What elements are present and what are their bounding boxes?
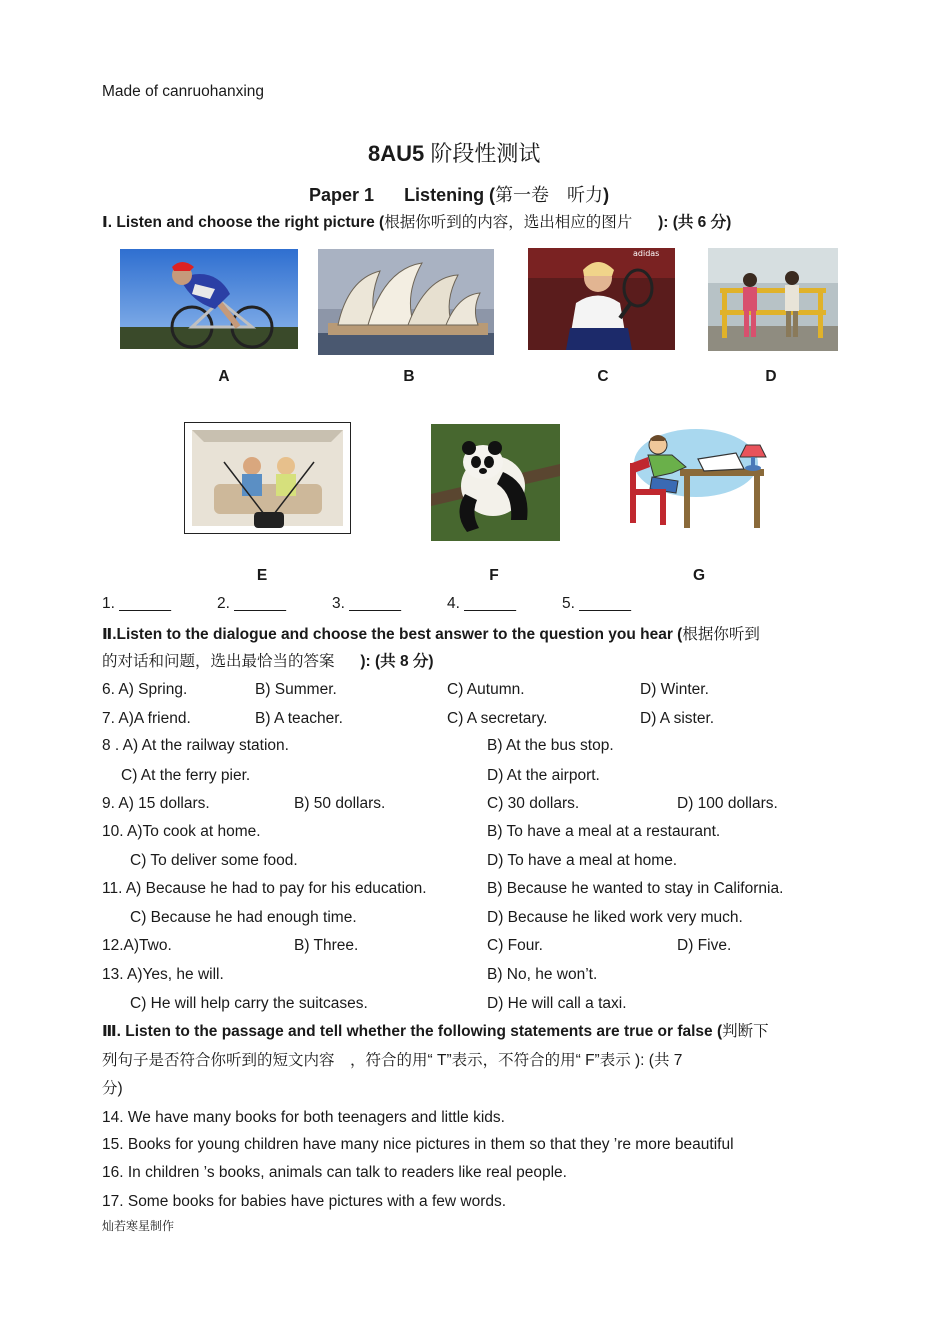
paper-name-zh: 第一卷 听力 xyxy=(495,185,604,205)
section2-heading-zh2: 的对话和问题，选出最恰当的答案 xyxy=(102,653,335,670)
q12-option-c: C) Four. xyxy=(487,937,543,954)
picture-label-c: C xyxy=(597,368,609,385)
picture-label-f: F xyxy=(489,567,499,584)
q8-option-a: 8 . A) At the railway station. xyxy=(102,737,289,754)
picture-a-cyclist xyxy=(120,249,298,349)
q9-option-d: D) 100 dollars. xyxy=(677,795,778,812)
q8-option-b: B) At the bus stop. xyxy=(487,737,614,754)
sydney-opera-house-photo xyxy=(318,249,494,355)
statement-14: 14. We have many books for both teenagers and little kids. xyxy=(102,1109,505,1126)
picture-label-b: B xyxy=(403,368,415,385)
section2-heading-zh: 根据你听到 xyxy=(682,626,760,643)
panda-photo xyxy=(431,424,560,541)
answer-blank-3[interactable]: 3. ______ xyxy=(332,595,401,612)
kids-in-playground-photo xyxy=(708,248,838,351)
q7-option-d: D) A sister. xyxy=(640,710,715,727)
section1-heading-en: Ⅰ. Listen and choose the right picture ( xyxy=(102,214,385,231)
picture-c-tennis-player xyxy=(528,248,675,350)
q10-option-c: C) To deliver some food. xyxy=(130,852,298,869)
made-of-note: Made of canruohanxing xyxy=(102,83,265,100)
q10-option-a: 10. A)To cook at home. xyxy=(102,823,261,840)
paper-close: ) xyxy=(603,185,610,205)
picture-label-a: A xyxy=(218,368,230,385)
q10-option-b: B) To have a meal at a restaurant. xyxy=(487,823,721,840)
statement-15: 15. Books for young children have many nice pictures in them so that they ’re more beautiful xyxy=(102,1136,734,1153)
picture-label-g: G xyxy=(692,567,706,584)
paper-part: Paper 1 xyxy=(309,185,375,205)
title-code: 8AU5 xyxy=(368,141,425,166)
picture-label-d: D xyxy=(765,368,777,385)
page-title xyxy=(368,137,540,168)
q12-option-a: 12.A)Two. xyxy=(102,937,172,954)
picture-g-boy-studying xyxy=(626,423,776,533)
picture-label-e: E xyxy=(256,567,268,584)
section2-heading-tail: ): (共 8 分) xyxy=(360,653,434,670)
picture-e-watching-tv xyxy=(184,422,351,534)
q12-option-b: B) Three. xyxy=(294,937,359,954)
q9-option-a: 9. A) 15 dollars. xyxy=(102,795,210,812)
section3-heading-line2: 列句子是否符合你听到的短文内容 ，符合的用“ T”表示，不符合的用“ F”表示 ): (共 7 xyxy=(102,1052,683,1069)
q11-option-a: 11. A) Because he had to pay for his education. xyxy=(102,880,427,897)
q6-option-c: C) Autumn. xyxy=(447,681,525,698)
title-zh: 阶段性测试 xyxy=(430,141,541,166)
q7-option-c: C) A secretary. xyxy=(447,710,548,727)
answer-blank-2[interactable]: 2. ______ xyxy=(217,595,286,612)
q7-option-a: 7. A)A friend. xyxy=(102,710,191,727)
people-watching-tv-photo xyxy=(184,422,351,534)
section3-heading-line1 xyxy=(102,1019,769,1041)
boy-studying-at-desk-clipart xyxy=(626,423,776,533)
svg-text:adidas: adidas xyxy=(633,249,660,258)
cyclist-photo xyxy=(120,249,298,349)
section2-heading-line2 xyxy=(102,649,434,671)
picture-b-opera-house xyxy=(318,249,494,355)
q8-option-d: D) At the airport. xyxy=(487,767,600,784)
answer-blank-1[interactable]: 1. ______ xyxy=(102,595,171,612)
q8-option-c: C) At the ferry pier. xyxy=(121,767,251,784)
q6-option-d: D) Winter. xyxy=(640,681,709,698)
paper-name: Listening ( xyxy=(404,185,496,205)
q10-option-d: D) To have a meal at home. xyxy=(487,852,678,869)
statement-16: 16. In children ’s books, animals can talk to readers like real people. xyxy=(102,1164,567,1181)
picture-d-kids-playground xyxy=(708,248,838,351)
answer-blank-5[interactable]: 5. ______ xyxy=(562,595,631,612)
q11-option-c: C) Because he had enough time. xyxy=(130,909,357,926)
q13-option-d: D) He will call a taxi. xyxy=(487,995,627,1012)
q7-option-b: B) A teacher. xyxy=(255,710,343,727)
picture-f-panda xyxy=(431,424,560,541)
section1-heading-tail: ): (共 6 分) xyxy=(658,214,732,231)
q6-option-a: 6. A) Spring. xyxy=(102,681,188,698)
footer-made-by: 灿若寒星制作 xyxy=(102,1219,175,1233)
section3-heading-en: Ⅲ. Listen to the passage and tell whether the following statements are true or false ( xyxy=(102,1023,723,1040)
q11-option-d: D) Because he liked work very much. xyxy=(487,909,743,926)
q9-option-c: C) 30 dollars. xyxy=(487,795,580,812)
q13-option-c: C) He will help carry the suitcases. xyxy=(130,995,368,1012)
paper-title xyxy=(309,181,609,207)
section3-heading-line3: 分) xyxy=(102,1080,123,1097)
q9-option-b: B) 50 dollars. xyxy=(294,795,386,812)
tennis-player-photo xyxy=(528,248,675,350)
q13-option-a: 13. A)Yes, he will. xyxy=(102,966,224,983)
statement-17: 17. Some books for babies have pictures with a few words. xyxy=(102,1193,507,1210)
section2-heading-line1 xyxy=(102,622,760,644)
q12-option-d: D) Five. xyxy=(677,937,732,954)
q6-option-b: B) Summer. xyxy=(255,681,337,698)
q11-option-b: B) Because he wanted to stay in California. xyxy=(487,880,784,897)
section1-heading xyxy=(102,210,731,232)
q13-option-b: B) No, he won’t. xyxy=(487,966,598,983)
section2-heading-en: Ⅱ.Listen to the dialogue and choose the best answer to the question you hear ( xyxy=(102,626,683,643)
section3-heading-zh: 判断下 xyxy=(722,1023,769,1040)
section1-heading-zh: 根据你听到的内容，选出相应的图片 xyxy=(384,214,633,231)
answer-blank-4[interactable]: 4. ______ xyxy=(447,595,516,612)
